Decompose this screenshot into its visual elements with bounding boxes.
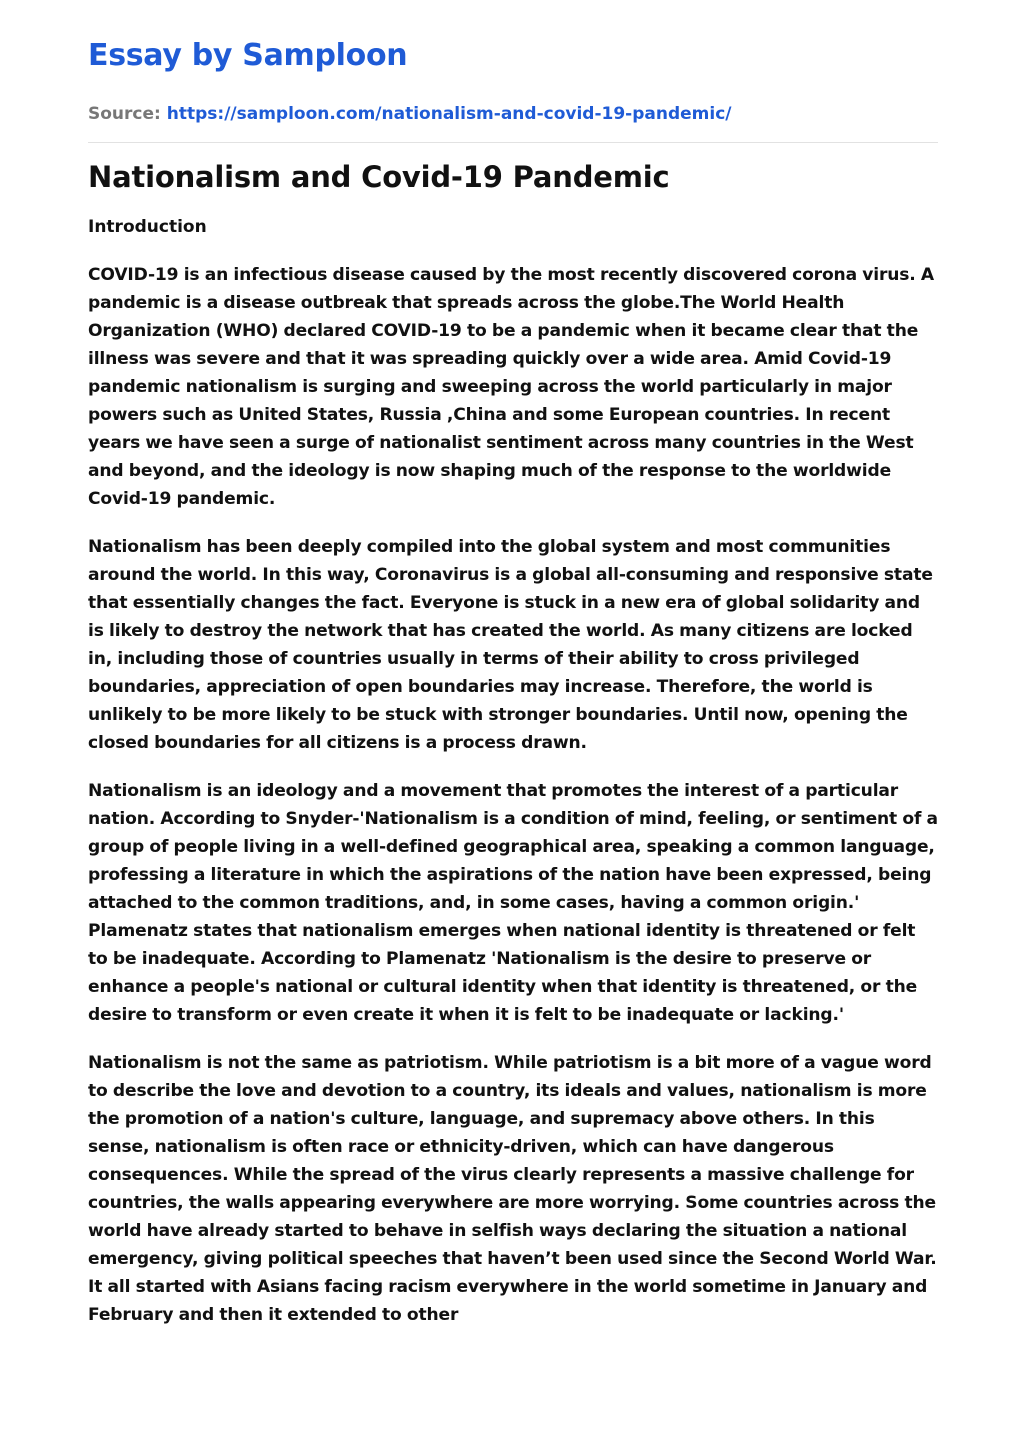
section-heading: Introduction	[88, 217, 207, 237]
brand-title: Essay by Samploon	[88, 38, 408, 73]
header-divider	[88, 142, 938, 143]
source-label: Source:	[88, 104, 161, 124]
source-line	[88, 103, 938, 125]
essay-paragraph: COVID-19 is an infectious disease caused by the most recently discovered corona virus. A pandemic is a disease outbreak that spreads across the globe.The World Health Organization (WHO) declared COVID-19 to be a pandemic when it became clear that the illness was severe and that it was spreading quickly over a wide area. Amid Covid-19 pandemic nationalism is surging and sweeping across the world particularly in major powers such as United States, Russia ,China and some European countries. In recent years we have seen a surge of nationalist sentiment across many countries in the West and beyond, and the ideology is now shaping much of the response to the worldwide Covid-19 pandemic.	[88, 265, 935, 509]
source-link[interactable]: https://samploon.com/nationalism-and-covid-19-pandemic/	[166, 104, 732, 124]
essay-paragraph: Nationalism has been deeply compiled into the global system and most communities around the world. In this way, Coronavirus is a global all-consuming and responsive state that essentially changes the fact. Everyone is stuck in a new era of global solidarity and is likely to destroy the network that has created the world. As many citizens are locked in, including those of countries usually in terms of their ability to cross privileged boundaries, appreciation of open boundaries may increase. Therefore, the world is unlikely to be more likely to be stuck with stronger boundaries. Until now, opening the closed boundaries for all citizens is a process drawn.	[88, 537, 933, 753]
essay-title: Nationalism and Covid-19 Pandemic	[88, 160, 670, 194]
essay-paragraph: Nationalism is not the same as patriotism. While patriotism is a bit more of a vague word to describe the love and devotion to a country, its ideals and values, nationalism is more the promotion of a nation's culture, language, and supremacy above others. In this sense, nationalism is often race or ethnicity-driven, which can have dangerous consequences. While the spread of the virus clearly represents a massive challenge for countries, the walls appearing everywhere are more worrying. Some countries across the world have already started to behave in selfish ways declaring the situation a national emergency, giving political speeches that haven’t been used since the Second World War. It all started with Asians facing racism everywhere in the world sometime in January and February and then it extended to other	[88, 1053, 937, 1325]
essay-paragraph: Nationalism is an ideology and a movement that promotes the interest of a particular nation. According to Snyder-'Nationalism is a condition of mind, feeling, or sentiment of a group of people living in a well-defined geographical area, speaking a common language, professing a literature in which the aspirations of the nation have been expressed, being attached to the common traditions, and, in some cases, having a common origin.' Plamenatz states that nationalism emerges when national identity is threatened or felt to be inadequate. According to Plamenatz 'Nationalism is the desire to preserve or enhance a people's national or cultural identity when that identity is threatened, or the desire to transform or even create it when it is felt to be inadequate or lacking.'	[88, 781, 938, 1025]
essay-page	[88, 0, 938, 1329]
